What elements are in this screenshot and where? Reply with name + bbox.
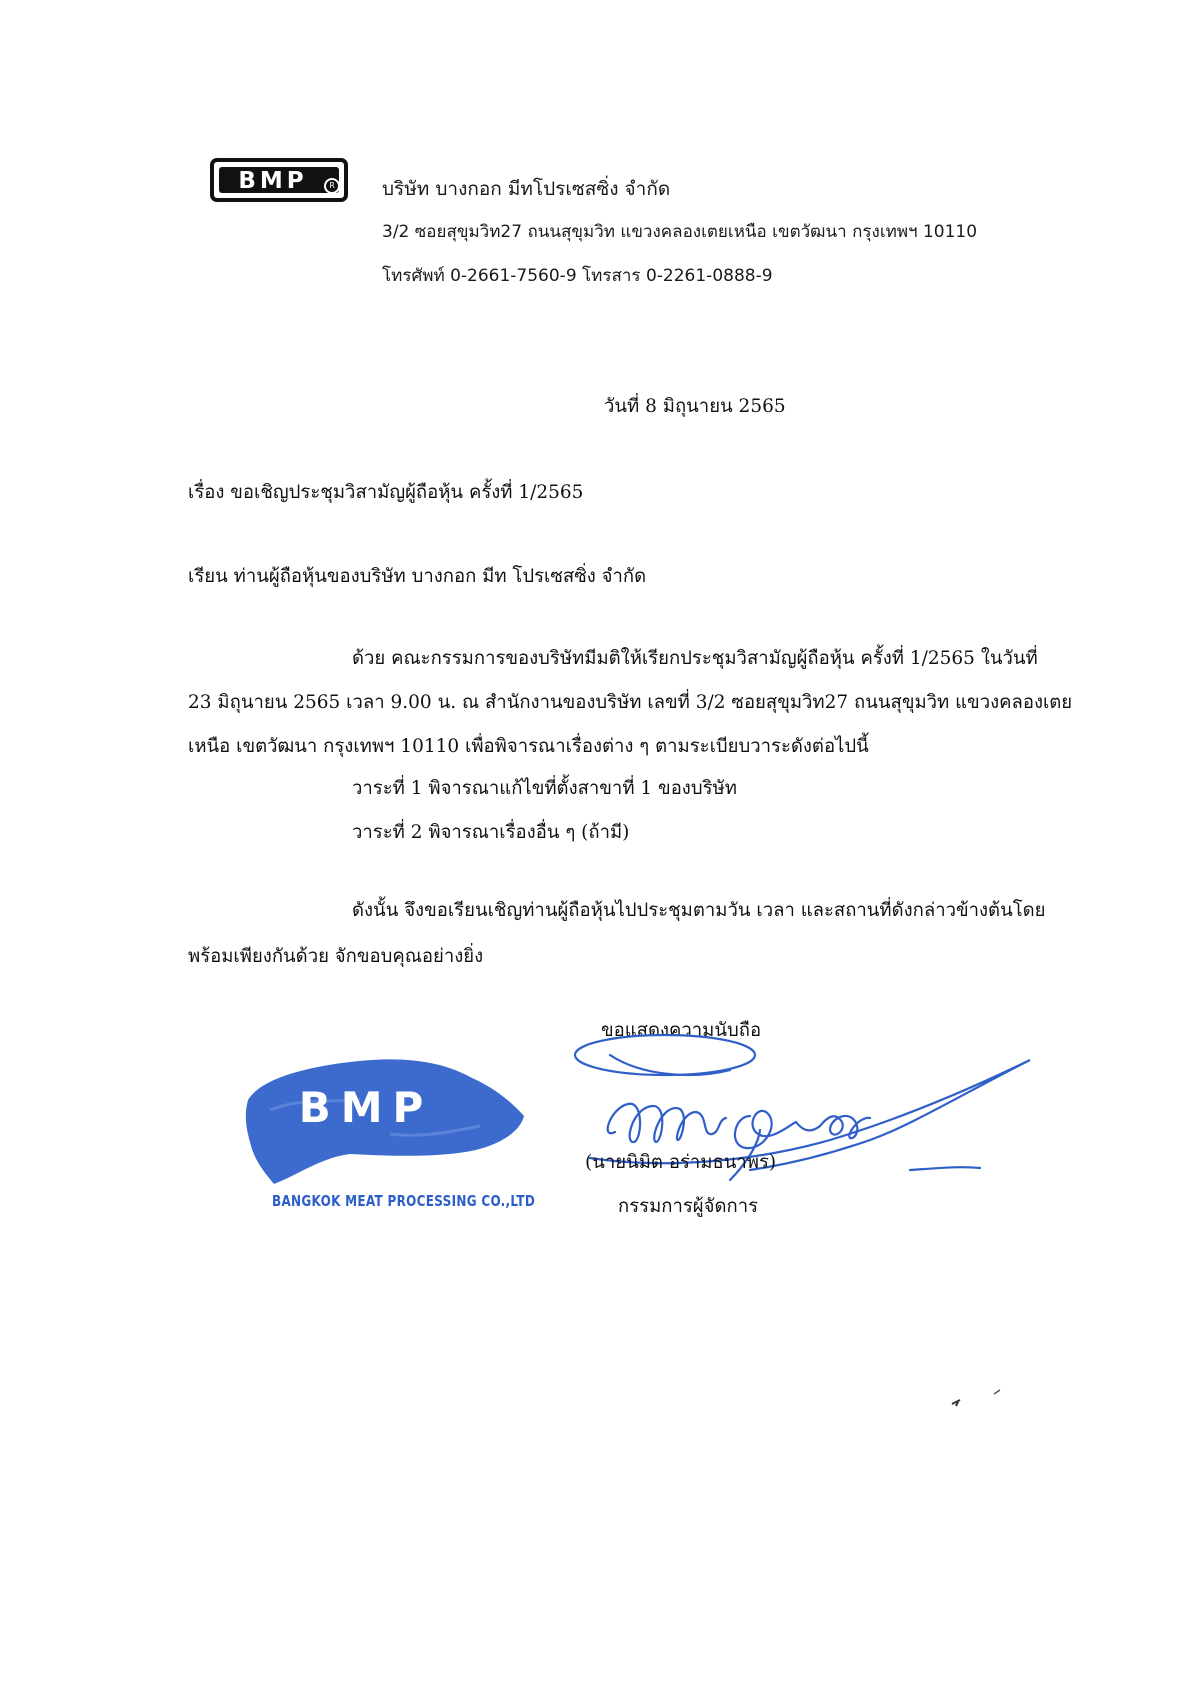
letter-date: วันที่ 8 มิถุนายน 2565 <box>604 396 786 417</box>
company-name: บริษัท บางกอก มีทโปรเซสซิ่ง จำกัด <box>382 178 671 200</box>
company-stamp <box>240 1040 530 1190</box>
body-paragraph-1-line-2: 23 มิถุนายน 2565 เวลา 9.00 น. ณ สำนักงานของบริษัท เลขที่ 3/2 ซอยสุขุมวิท27 ถนนสุขุมวิท แขวงคลองเตย <box>188 692 1073 713</box>
stamp-caption: BANGKOK MEAT PROCESSING CO.,LTD <box>272 1192 536 1210</box>
company-contact: โทรศัพท์ 0-2661-7560-9 โทรสาร 0-2261-0888-9 <box>382 266 773 286</box>
letter-subject: เรื่อง ขอเชิญประชุมวิสามัญผู้ถือหุ้น ครั้งที่ 1/2565 <box>188 482 584 503</box>
signatory-title: กรรมการผู้จัดการ <box>618 1196 759 1217</box>
body-paragraph-2-line-2: พร้อมเพียงกันด้วย จักขอบคุณอย่างยิ่ง <box>188 946 484 967</box>
company-logo <box>210 158 348 202</box>
registered-mark-icon: R <box>324 178 340 194</box>
letter-recipient: เรียน ท่านผู้ถือหุ้นของบริษัท บางกอก มีท โปรเซสซิ่ง จำกัด <box>188 566 647 587</box>
scan-mark <box>950 1384 1010 1414</box>
body-paragraph-1-line-3: เหนือ เขตวัฒนา กรุงเทพฯ 10110 เพื่อพิจารณาเรื่องต่าง ๆ ตามระเบียบวาระดังต่อไปนี้ <box>188 736 869 757</box>
agenda-item-2: วาระที่ 2 พิจารณาเรื่องอื่น ๆ (ถ้ามี) <box>352 822 630 843</box>
signatory-name: (นายนิมิต อร่ามธนาพร) <box>585 1152 777 1173</box>
stamp-logo-text: BMP <box>298 1083 434 1132</box>
closing-regards: ขอแสดงความนับถือ <box>601 1020 762 1041</box>
logo-text: BMP <box>238 168 308 194</box>
body-paragraph-1-line-1: ด้วย คณะกรรมการของบริษัทมีมติให้เรียกประชุมวิสามัญผู้ถือหุ้น ครั้งที่ 1/2565 ในวันที่ <box>352 648 1038 669</box>
company-address: 3/2 ซอยสุขุมวิท27 ถนนสุขุมวิท แขวงคลองเตยเหนือ เขตวัฒนา กรุงเทพฯ 10110 <box>382 222 978 242</box>
agenda-item-1: วาระที่ 1 พิจารณาแก้ไขที่ตั้งสาขาที่ 1 ของบริษัท <box>352 778 737 799</box>
body-paragraph-2-line-1: ดังนั้น จึงขอเรียนเชิญท่านผู้ถือหุ้นไปประชุมตามวัน เวลา และสถานที่ดังกล่าวข้างต้นโดย <box>352 900 1046 921</box>
